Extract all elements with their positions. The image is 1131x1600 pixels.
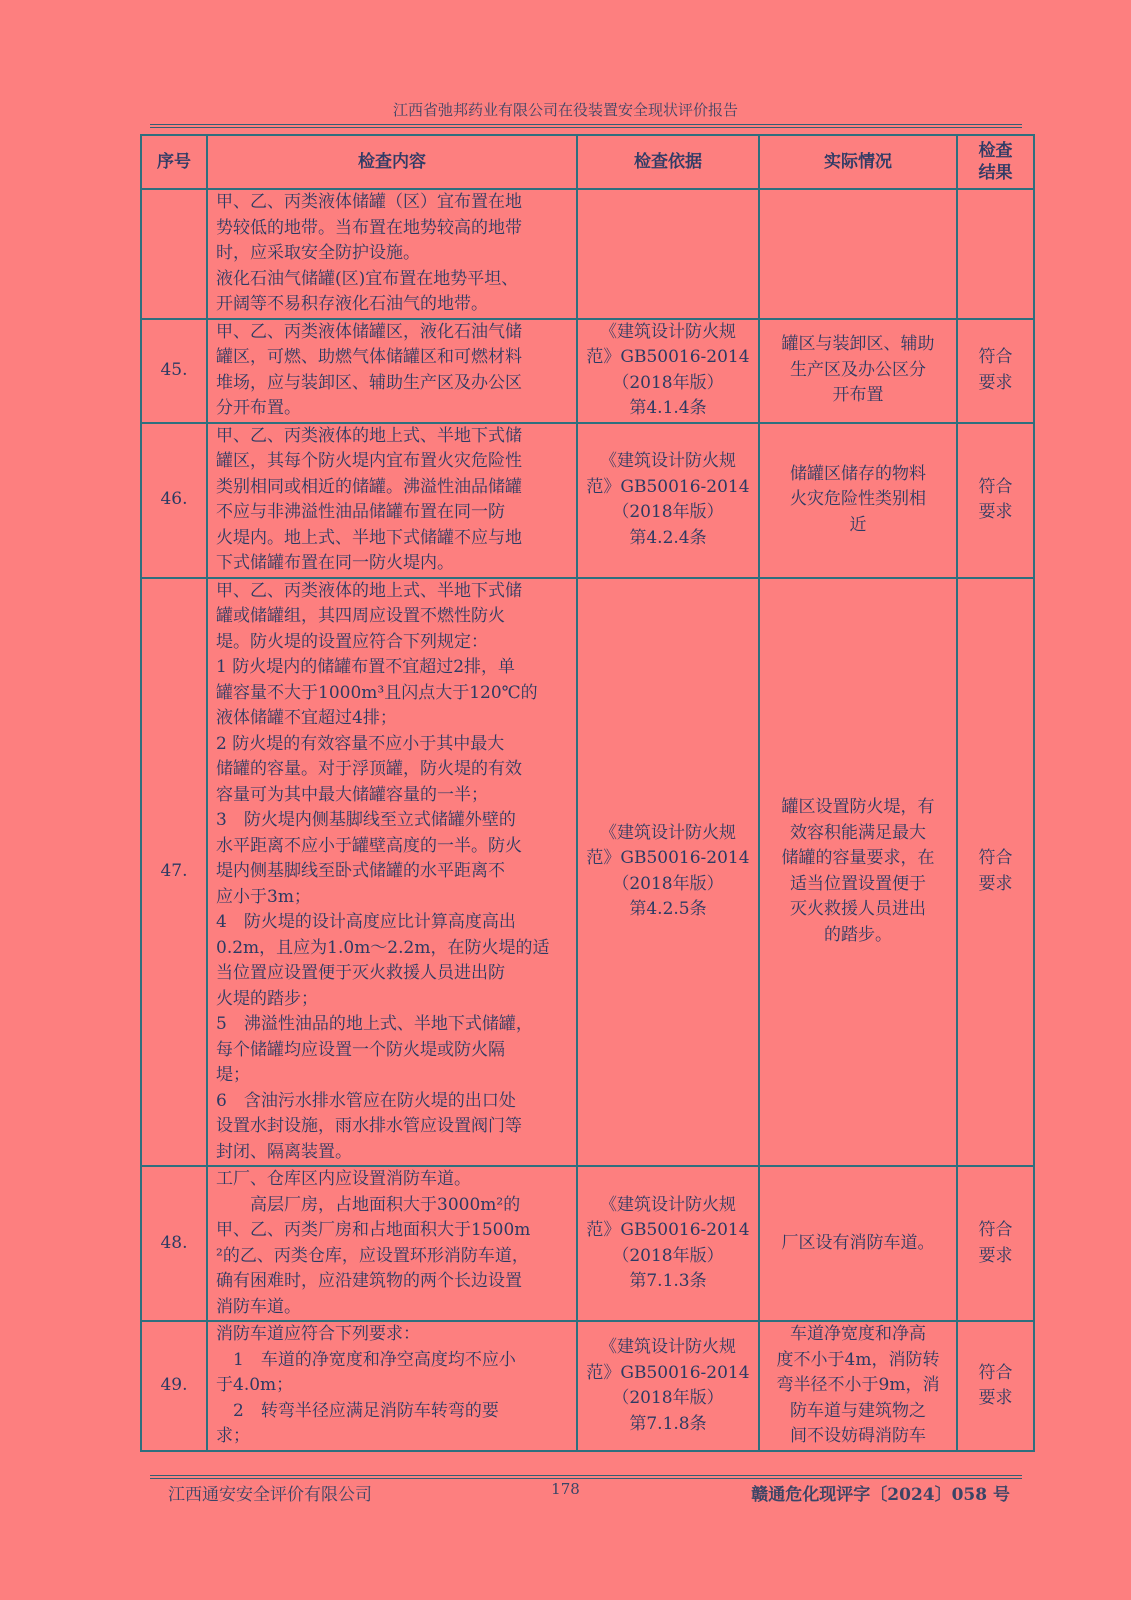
row-number: 49. — [141, 1321, 207, 1451]
content-line: 求； — [216, 1426, 250, 1447]
result-line: 符合 — [978, 347, 1013, 367]
basis-line: 范》GB50016-2014 — [586, 848, 750, 869]
check-content-cell — [207, 423, 577, 578]
content-line: 确有困难时，应沿建筑物的两个长边设置 — [216, 1271, 522, 1291]
basis-line: （2018年版） — [612, 372, 724, 393]
content-line: 液化石油气储罐(区)宜布置在地势平坦、 — [216, 268, 519, 289]
content-line: 堤内侧基脚线至卧式储罐的水平距离不 — [216, 861, 505, 881]
content-line: 罐或储罐组，其四周应设置不燃性防火 — [216, 606, 505, 626]
row-number: 45. — [141, 319, 207, 423]
check-basis-cell — [577, 1166, 759, 1321]
content-line: 甲、乙、丙类液体储罐区，液化石油气储 — [216, 321, 522, 342]
content-line: 1 车道的净宽度和净空高度均不应小 — [216, 1349, 516, 1370]
basis-line: 范》GB50016-2014 — [586, 1362, 750, 1383]
content-line: 4 防火堤的设计高度应比计算高度高出 — [216, 912, 516, 932]
header-content: 检查内容 — [207, 135, 577, 189]
content-line: 类别相同或相近的储罐。沸溢性油品储罐 — [216, 476, 522, 497]
check-basis-cell — [577, 578, 759, 1167]
actual-situation-cell — [759, 319, 957, 423]
content-line: 罐容量不大于1000m³且闪点大于120℃的 — [216, 682, 538, 703]
header-actual: 实际情况 — [759, 135, 957, 189]
actual-line: 适当位置设置便于 — [790, 873, 926, 894]
basis-line: 范》GB50016-2014 — [586, 476, 750, 497]
content-line: 应小于3m； — [216, 886, 311, 907]
table-header-row — [141, 135, 1034, 189]
content-line: 罐区，可燃、助燃气体储罐区和可燃材料 — [216, 347, 522, 367]
footer-company: 江西通安安全评价有限公司 — [168, 1485, 372, 1505]
header-result-line1: 检查 — [978, 141, 1013, 161]
report-code: 赣通危化现评字〔2024〕058 号 — [751, 1485, 1010, 1505]
table-row — [141, 319, 1034, 423]
basis-line: 范》GB50016-2014 — [586, 347, 750, 367]
basis-line: 第7.1.3条 — [629, 1271, 707, 1291]
header-no: 序号 — [141, 135, 207, 189]
basis-line: 第4.2.4条 — [629, 527, 707, 548]
actual-line: 罐区与装卸区、辅助 — [781, 334, 935, 355]
actual-line: 生产区及办公区分 — [790, 359, 926, 380]
header-basis: 检查依据 — [577, 135, 759, 189]
content-line: 甲、乙、丙类液体的地上式、半地下式储 — [216, 580, 522, 601]
basis-line: 《建筑设计防火规 — [600, 321, 736, 342]
actual-line: 开布置 — [832, 385, 884, 406]
actual-line: 储罐的容量要求，在 — [781, 848, 935, 869]
content-line: 下式储罐布置在同一防火堤内。 — [216, 553, 454, 573]
content-line: 火堤的踏步； — [216, 988, 318, 1009]
content-line: 势较低的地带。当布置在地势较高的地带 — [216, 217, 522, 238]
content-line: 开阔等不易积存液化石油气的地带。 — [216, 294, 488, 314]
content-line: 2 转弯半径应满足消防车转弯的要 — [216, 1400, 499, 1421]
check-content-cell — [207, 578, 577, 1167]
check-basis-cell — [577, 319, 759, 423]
table-row — [141, 578, 1034, 1167]
result-line: 符合 — [978, 476, 1013, 497]
content-line: 时，应采取安全防护设施。 — [216, 243, 420, 263]
result-line: 符合 — [978, 1220, 1013, 1240]
content-line: 消防车道。 — [216, 1296, 301, 1317]
content-line: 甲、乙、丙类厂房和占地面积大于1500m — [216, 1220, 531, 1240]
content-line: 1 防火堤内的储罐布置不宜超过2排，单 — [216, 657, 516, 677]
result-line: 要求 — [978, 372, 1013, 393]
header-result-line2: 结果 — [978, 163, 1013, 183]
actual-line: 灭火救援人员进出 — [790, 899, 926, 920]
content-line: 水平距离不应小于罐壁高度的一半。防火 — [216, 835, 522, 856]
actual-situation-cell — [759, 1166, 957, 1321]
result-line: 要求 — [978, 1388, 1013, 1408]
basis-line: 《建筑设计防火规 — [600, 451, 736, 471]
basis-line: 范》GB50016-2014 — [586, 1220, 750, 1240]
content-line: 3 防火堤内侧基脚线至立式储罐外壁的 — [216, 810, 516, 830]
actual-situation-cell — [759, 189, 957, 319]
content-line: 分开布置。 — [216, 398, 301, 418]
basis-line: 《建筑设计防火规 — [600, 822, 736, 843]
result-line: 要求 — [978, 873, 1013, 894]
check-content-cell — [207, 189, 577, 319]
basis-line: （2018年版） — [612, 502, 724, 522]
check-result-cell — [957, 1166, 1034, 1321]
content-line: 设置水封设施，雨水排水管应设置阀门等 — [216, 1116, 522, 1136]
row-number: 47. — [141, 578, 207, 1167]
footer-divider — [150, 1475, 1022, 1479]
actual-line: 效容积能满足最大 — [790, 822, 926, 843]
content-line: 消防车道应符合下列要求： — [216, 1324, 420, 1345]
actual-situation-cell — [759, 423, 957, 578]
basis-line: 《建筑设计防火规 — [600, 1194, 736, 1215]
content-line: 2 防火堤的有效容量不应小于其中最大 — [216, 733, 505, 754]
content-line: 容量可为其中最大储罐容量的一半； — [216, 784, 488, 805]
basis-line: （2018年版） — [612, 873, 724, 894]
actual-line: 厂区设有消防车道。 — [781, 1232, 935, 1253]
check-basis-cell — [577, 423, 759, 578]
inspection-table — [140, 134, 1035, 1452]
basis-line: （2018年版） — [612, 1245, 724, 1266]
header-divider — [150, 124, 1022, 128]
basis-line: 第4.2.5条 — [629, 899, 707, 920]
check-result-cell — [957, 423, 1034, 578]
table-row — [141, 423, 1034, 578]
actual-line: 储罐区储存的物料 — [790, 463, 926, 484]
content-line: 工厂、仓库区内应设置消防车道。 — [216, 1169, 471, 1189]
header-result — [957, 135, 1034, 189]
table-row — [141, 1321, 1034, 1451]
content-line: 甲、乙、丙类液体的地上式、半地下式储 — [216, 425, 522, 446]
actual-line: 罐区设置防火堤，有 — [781, 797, 935, 818]
check-content-cell — [207, 1321, 577, 1451]
basis-line: 《建筑设计防火规 — [600, 1337, 736, 1357]
actual-line: 近 — [849, 514, 867, 535]
actual-line: 的踏步。 — [824, 924, 892, 945]
content-line: 堤； — [216, 1065, 250, 1085]
check-content-cell — [207, 1166, 577, 1321]
content-line: ²的乙、丙类仓库，应设置环形消防车道， — [216, 1245, 529, 1266]
row-number — [141, 189, 207, 319]
check-result-cell — [957, 189, 1034, 319]
content-line: 高层厂房，占地面积大于3000m²的 — [216, 1194, 521, 1215]
result-line: 要求 — [978, 1245, 1013, 1266]
basis-line: 第7.1.8条 — [629, 1413, 707, 1434]
basis-line: 第4.1.4条 — [629, 398, 707, 418]
table-row — [141, 1166, 1034, 1321]
content-line: 罐区，其每个防火堤内宜布置火灾危险性 — [216, 451, 522, 471]
content-line: 储罐的容量。对于浮顶罐，防火堤的有效 — [216, 759, 522, 779]
content-line: 堤。防火堤的设置应符合下列规定： — [216, 631, 488, 652]
result-line: 符合 — [978, 848, 1013, 869]
actual-line: 火灾危险性类别相 — [790, 489, 926, 510]
result-line: 要求 — [978, 502, 1013, 522]
content-line: 堆场，应与装卸区、辅助生产区及办公区 — [216, 372, 522, 393]
row-number: 46. — [141, 423, 207, 578]
content-line: 不应与非沸溢性油品储罐布置在同一防 — [216, 502, 505, 522]
content-line: 火堤内。地上式、半地下式储罐不应与地 — [216, 527, 522, 548]
content-line: 于4.0m； — [216, 1375, 294, 1396]
check-result-cell — [957, 578, 1034, 1167]
actual-line: 防车道与建筑物之 — [790, 1400, 926, 1421]
content-line: 封闭、隔离装置。 — [216, 1141, 352, 1162]
check-result-cell — [957, 1321, 1034, 1451]
content-line: 每个储罐均应设置一个防火堤或防火隔 — [216, 1039, 505, 1060]
row-number: 48. — [141, 1166, 207, 1321]
report-header-title: 江西省弛邦药业有限公司在役装置安全现状评价报告 — [392, 101, 738, 119]
content-line: 5 沸溢性油品的地上式、半地下式储罐， — [216, 1014, 533, 1034]
content-line: 0.2m，且应为1.0m～2.2m，在防火堤的适 — [216, 937, 550, 958]
content-line: 当位置应设置便于灭火救援人员进出防 — [216, 963, 505, 983]
actual-line: 车道净宽度和净高 — [790, 1324, 926, 1344]
check-result-cell — [957, 319, 1034, 423]
page-number: 178 — [551, 1480, 580, 1498]
result-line: 符合 — [978, 1362, 1013, 1383]
check-basis-cell — [577, 189, 759, 319]
actual-line: 间不设妨碍消防车 — [790, 1426, 926, 1446]
check-basis-cell — [577, 1321, 759, 1451]
actual-line: 度不小于4m，消防转 — [776, 1349, 940, 1370]
actual-situation-cell — [759, 1321, 957, 1451]
actual-line: 弯半径不小于9m，消 — [776, 1375, 940, 1395]
content-line: 6 含油污水排水管应在防火堤的出口处 — [216, 1090, 516, 1111]
actual-situation-cell — [759, 578, 957, 1167]
basis-line: （2018年版） — [612, 1388, 724, 1408]
content-line: 液体储罐不宜超过4排； — [216, 708, 397, 728]
check-content-cell — [207, 319, 577, 423]
table-row — [141, 189, 1034, 319]
content-line: 甲、乙、丙类液体储罐（区）宜布置在地 — [216, 192, 522, 212]
